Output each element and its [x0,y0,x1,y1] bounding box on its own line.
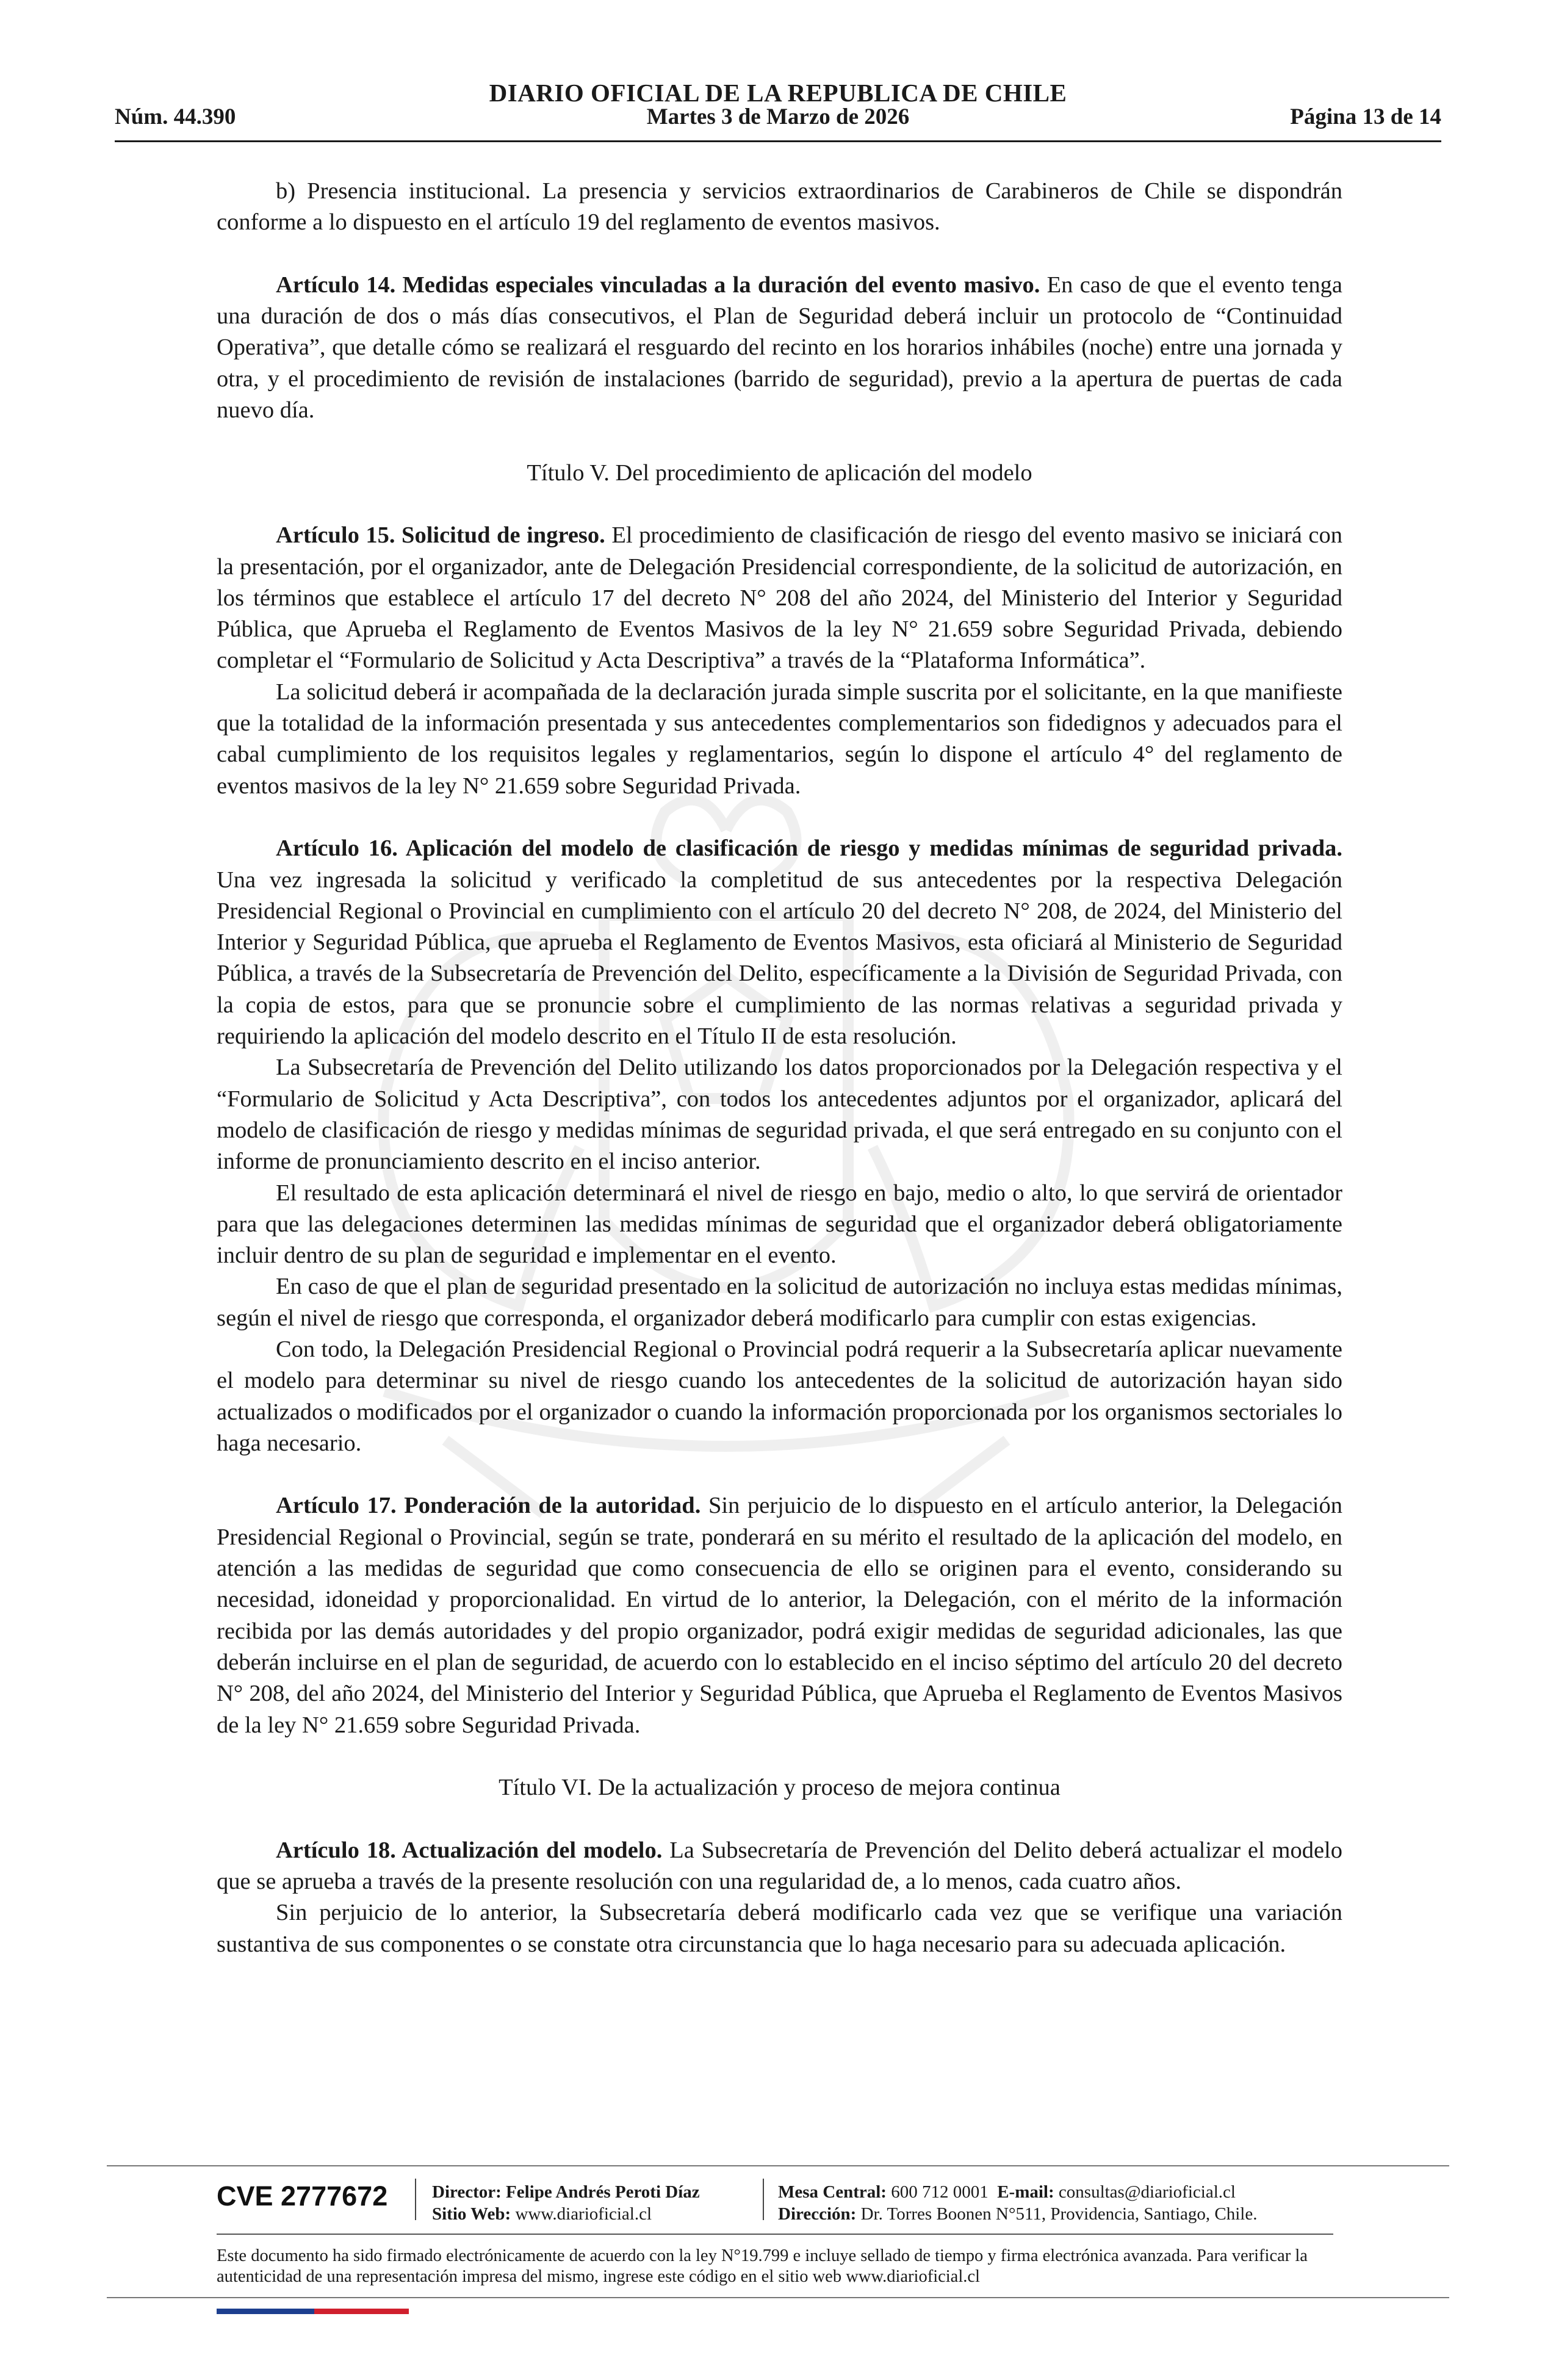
article-16-text: Una vez ingresada la solicitud y verificado la completitud de sus antecedentes por la respectiva Delegación Presidencial Regional o Provincial en cumplimiento con el artículo 20 del decreto N° 208, de 2024, del Ministerio del Interior y Seguridad Pública, que aprueba el Reglamento de Eventos Masivos, esta oficiará al Ministerio de Seguridad Pública, a través de la Subsecretaría de Prevención del Delito, específicamente a la División de Seguridad Privada, con la copia de estos, para que se pronuncie sobre el cumplimiento de las normas relativas a seguridad privada y requiriendo la aplicación del modelo descrito en el Título II de esta resolución. [217,867,1342,1050]
mesa-label: Mesa Central: [778,2182,887,2202]
article-16-paragraph-4: En caso de que el plan de seguridad presentado en la solicitud de autorización no incluya estas medidas mínimas, según el nivel de riesgo que corresponda, el organizador deberá modificarlo para cumplir con estas exigencias. [217,1274,1342,1331]
section-title-v: Título V. Del procedimiento de aplicación del modelo [527,460,1032,486]
site-link[interactable]: www.diarioficial.cl [515,2204,652,2224]
article-15-heading: Artículo 15. Solicitud de ingreso. [276,522,605,549]
article-16-paragraph-5: Con todo, la Delegación Presidencial Regional o Provincial podrá requerir a la Subsecretaría aplicar nuevamente el modelo para determinar su nivel de riesgo cuando los antecedentes de la solicitud de autorización hayan sido actualizados o modificados por el organizador o cuando la información proporcionada por los organismos sectoriales lo haga necesario. [217,1336,1342,1456]
article-15-text: El procedimiento de clasificación de riesgo del evento masivo se iniciará con la presentación, por el organizador, ante de Delegación Presidencial correspondiente, de la solicitud de autorización, en los términos que establece el artículo 17 del decreto N° 208 del año 2024, del Ministerio del Interior y Seguridad Pública, que Aprueba el Reglamento de Eventos Masivos de la ley N° 21.659 sobre Seguridad Privada, debiendo completar el “Formulario de Solicitud y Acta Descriptiva” a través de la “Plataforma Informática”. [217,522,1342,674]
article-14-text: En caso de que el evento tenga una duración de dos o más días consecutivos, el Plan de Seguridad deberá incluir un protocolo de “Continuidad Operativa”, que detalle cómo se realizará el resguardo del recinto en los horarios inhábiles (noche) entre una jornada y otra, y el procedimiento de revisión de instalaciones (barrido de seguridad), previo a la apertura de puertas de cada nuevo día. [217,272,1342,424]
article-17-heading: Artículo 17. Ponderación de la autoridad. [276,1493,701,1519]
email-label: E-mail: [997,2182,1054,2202]
article-17 [217,1490,1342,1740]
article-14 [217,270,1342,426]
article-16-paragraph-3: El resultado de esta aplicación determinará el nivel de riesgo en bajo, medio o alto, lo que servirá de orientador para que las delegaciones determinen las medidas mínimas de seguridad que el organizador deberá obligatoriamente incluir dentro de su plan de seguridad e implementar en el evento. [217,1180,1342,1269]
footer-divider-middle [217,2234,1333,2235]
signature-notice: Este documento ha sido firmado electrónicamente de acuerdo con la ley N°19.799 e incluye sellado de tiempo y firma electrónica avanzada. Para verificar la autenticidad de una representación impresa del mismo, ingrese este código en el sitio web www.diarioficial.cl [217,2246,1308,2286]
newspaper-title: DIARIO OFICIAL DE LA REPUBLICA DE CHILE [489,79,1067,107]
footer-director-block [432,2181,700,2225]
footer-separator [763,2179,764,2220]
flag-stripe-red [314,2309,409,2314]
director-name: Felipe Andrés Peroti Díaz [506,2182,700,2202]
article-18-heading: Artículo 18. Actualización del modelo. [276,1837,663,1863]
paragraph-presencia-institucional: b) Presencia institucional. La presencia y servicios extraordinarios de Carabineros de Chile se dispondrán conforme a lo dispuesto en el artículo 19 del reglamento de eventos masivos. [217,178,1342,236]
article-14-heading: Artículo 14. Medidas especiales vinculadas a la duración del evento masivo. [276,272,1040,298]
article-16-paragraph-2: La Subsecretaría de Prevención del Delito utilizando los datos proporcionados por la Delegación respectiva y el “Formulario de Solicitud y Acta Descriptiva”, con todos los antecedentes adjuntos por el organizador, aplicará del modelo de clasificación de riesgo y medidas mínimas de seguridad privada, el que será entregado en su conjunto con el informe de pronunciamiento descrito en el inciso anterior. [217,1055,1342,1175]
site-label: Sitio Web: [432,2204,511,2224]
article-16 [217,833,1342,1052]
article-18-paragraph-2: Sin perjuicio de lo anterior, la Subsecretaría deberá modificarlo cada vez que se verifique una variación sustantiva de sus componentes o se constate otra circunstancia que lo haga necesario para su adecuada aplicación. [217,1900,1342,1957]
director-label: Director: [432,2182,502,2202]
article-15-paragraph-2: La solicitud deberá ir acompañada de la declaración jurada simple suscrita por el solicitante, en la que manifieste que la totalidad de la información presentada y sus antecedentes complementarios son fidedignos y adecuados para el cabal cumplimiento de los requisitos legales y reglamentarios, según lo dispone el artículo 4° del reglamento de eventos masivos de la ley N° 21.659 sobre Seguridad Privada. [217,679,1342,799]
footer-separator [415,2179,416,2220]
footer-divider-top [107,2165,1449,2166]
article-16-heading: Artículo 16. Aplicación del modelo de clasificación de riesgo y medidas mínimas de seguridad privada. [276,835,1342,862]
flag-stripe-blue [217,2309,314,2314]
document-body [217,176,1342,1960]
section-title-vi: Título VI. De la actualización y proceso de mejora continua [499,1775,1061,1801]
article-18 [217,1835,1342,1898]
footer-divider-bottom [107,2297,1449,2298]
article-15 [217,520,1342,676]
mesa-phone: 600 712 0001 [891,2182,989,2202]
issue-number: Núm. 44.390 [115,104,236,129]
cve-code: CVE 2777672 [217,2180,388,2212]
article-17-text: Sin perjuicio de lo dispuesto en el artículo anterior, la Delegación Presidencial Regional o Provincial, según se trate, ponderará en su mérito el resultado de la aplicación del modelo, en atención a las medidas de seguridad que como consecuencia de ello se originen para el evento, considerando su necesidad, idoneidad y proporcionalidad. En virtud de lo anterior, la Delegación, con el mérito de la información recibida por las demás autoridades y del propio organizador, podrá exigir medidas de seguridad adicionales, las que deberán incluirse en el plan de seguridad, de acuerdo con lo establecido en el inciso séptimo del artículo 20 del decreto N° 208, del año 2024, del Ministerio del Interior y Seguridad Pública, que Aprueba el Reglamento de Eventos Masivos de la ley N° 21.659 sobre Seguridad Privada. [217,1493,1343,1738]
address-value: Dr. Torres Boonen N°511, Providencia, Santiago, Chile. [860,2204,1258,2224]
article-18-text: La Subsecretaría de Prevención del Delito deberá actualizar el modelo que se aprueba a través de la presente resolución con una regularidad de, a lo menos, cada cuatro años. [217,1837,1342,1895]
footer-contact-block [778,2181,1257,2225]
address-label: Dirección: [778,2204,857,2224]
header-divider [115,140,1441,142]
email-link[interactable]: consultas@diarioficial.cl [1058,2182,1236,2202]
issue-date: Martes 3 de Marzo de 2026 [646,104,910,129]
page-indicator: Página 13 de 14 [1290,104,1441,129]
